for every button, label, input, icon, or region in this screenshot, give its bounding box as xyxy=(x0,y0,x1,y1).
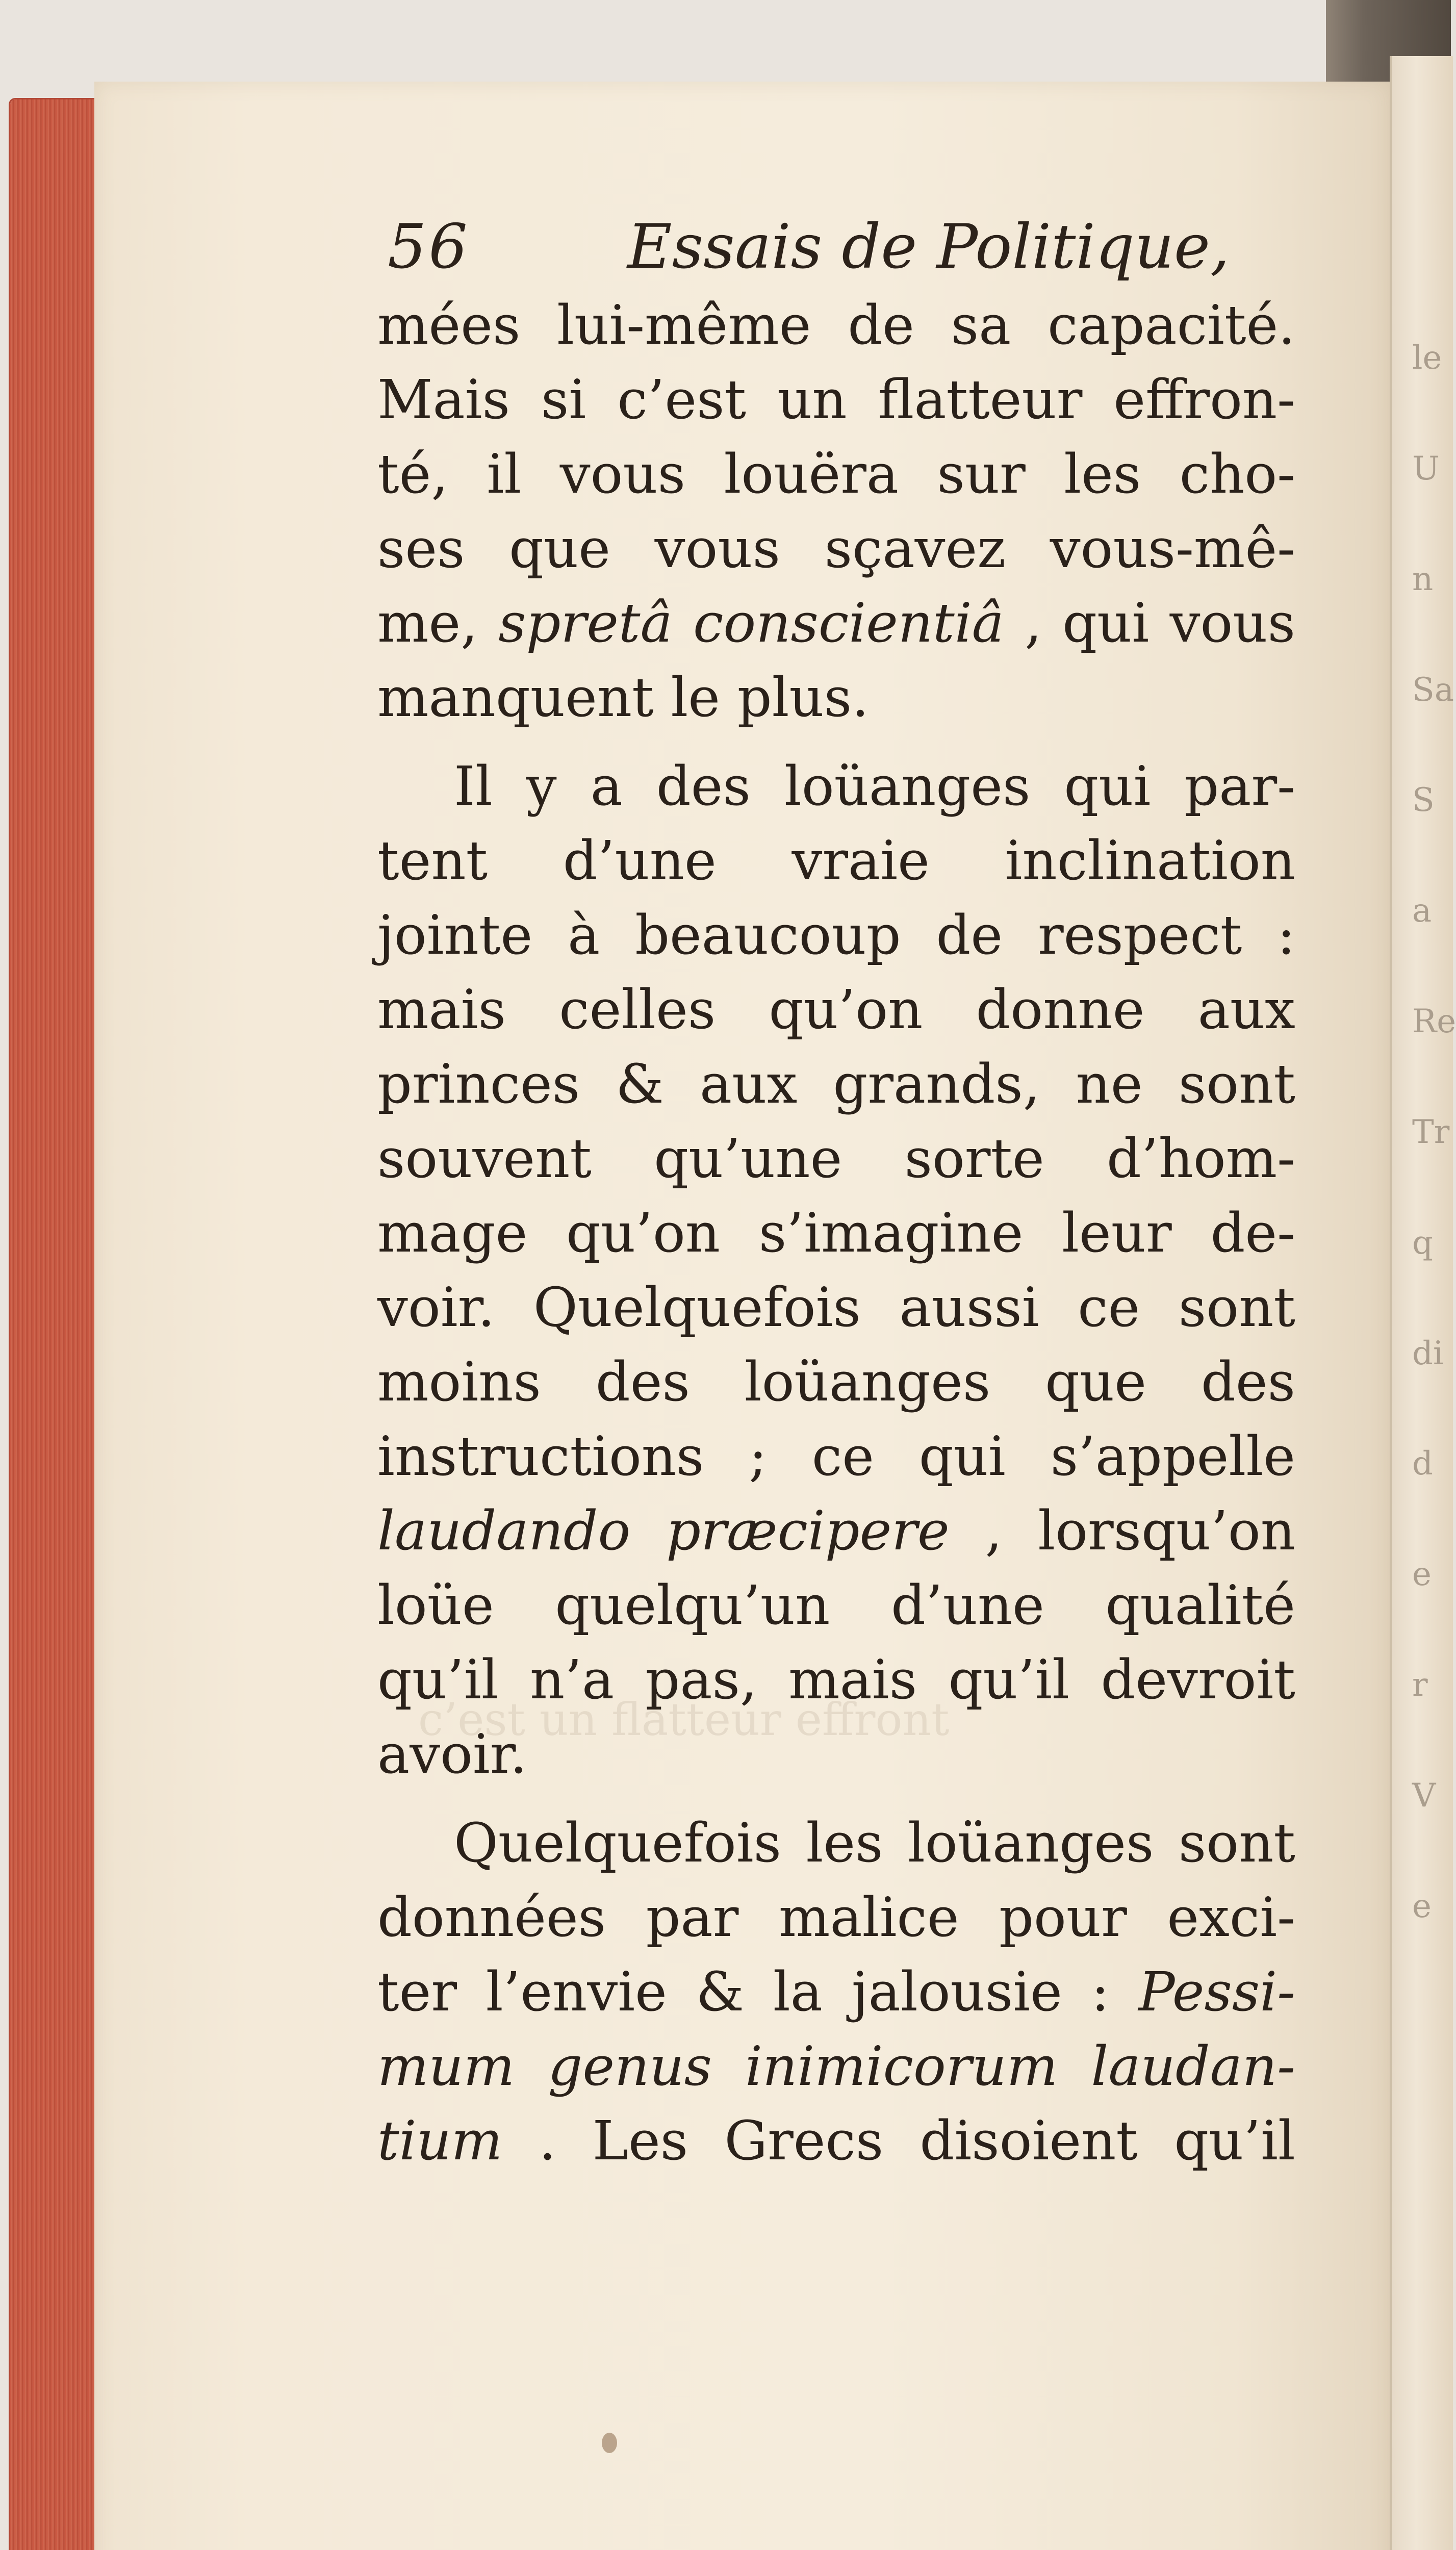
word: qu’on xyxy=(769,978,923,1041)
facing-page-letter: a xyxy=(1412,892,1432,930)
word: . xyxy=(539,2109,556,2172)
word: princes xyxy=(377,1053,580,1115)
word: sont xyxy=(1178,1276,1295,1339)
word: cho- xyxy=(1179,443,1295,505)
word: ; xyxy=(749,1425,768,1488)
word: si xyxy=(541,368,586,431)
text-line xyxy=(377,2029,1295,2104)
word: : xyxy=(1091,1960,1110,2023)
facing-page-letters xyxy=(1412,339,1456,1925)
word: inimicorum xyxy=(745,2035,1058,2098)
word: Mais xyxy=(377,368,510,431)
word: d’hom- xyxy=(1107,1127,1295,1190)
text-line xyxy=(377,1419,1295,1494)
word: par xyxy=(646,1886,739,1949)
facing-page-letter: U xyxy=(1412,449,1440,488)
word: Il xyxy=(454,755,493,818)
text-line xyxy=(377,1806,1295,1880)
ink-spot xyxy=(602,2433,617,2453)
word: præcipere xyxy=(666,1499,950,1562)
paragraph-gap xyxy=(377,735,1295,749)
paragraph-gap xyxy=(377,1792,1295,1806)
word: pas, xyxy=(645,1648,757,1711)
facing-page-letter: Sa xyxy=(1412,671,1454,709)
word: un xyxy=(777,368,847,431)
word: respect xyxy=(1037,904,1242,966)
facing-page-letter: n xyxy=(1412,560,1434,598)
word: n’a xyxy=(530,1648,615,1711)
word: devroit xyxy=(1101,1648,1295,1711)
word: moins xyxy=(377,1350,541,1413)
word: sa xyxy=(951,294,1011,356)
running-title: Essais de Politique, xyxy=(627,212,1230,283)
word: voir. xyxy=(377,1276,495,1339)
word: laudando xyxy=(377,1499,631,1562)
word: tium xyxy=(377,2109,503,2172)
text-line xyxy=(377,512,1295,586)
facing-page-letter: e xyxy=(1412,1887,1432,1925)
word: jalousie xyxy=(851,1960,1062,2023)
word: loüe xyxy=(377,1574,494,1637)
text-line xyxy=(377,1345,1295,1419)
word: vraie xyxy=(791,829,930,892)
word: & xyxy=(616,1053,664,1115)
word: lorsqu’on xyxy=(1038,1499,1295,1562)
text-line xyxy=(377,437,1295,512)
facing-page-letter: V xyxy=(1412,1776,1436,1815)
text-line xyxy=(377,1494,1295,1568)
word: mées xyxy=(377,294,521,356)
word: des xyxy=(656,755,751,818)
page-header xyxy=(388,212,1265,288)
word: pour xyxy=(999,1886,1127,1949)
word: me, xyxy=(377,592,478,654)
word: vous xyxy=(654,517,781,580)
word: grands, xyxy=(833,1053,1040,1115)
text-line xyxy=(377,824,1295,898)
show-through-text: c’est un flatteur effront xyxy=(418,1693,950,1746)
word: effron- xyxy=(1113,368,1295,431)
word: qualité xyxy=(1105,1574,1295,1637)
word: tent xyxy=(377,829,488,892)
word: d’une xyxy=(563,829,717,892)
word: vous xyxy=(1169,592,1295,654)
text-line xyxy=(377,1121,1295,1196)
word: que xyxy=(1045,1350,1147,1413)
word: genus xyxy=(548,2035,712,2098)
word: qu’il xyxy=(377,1648,499,1711)
word: , xyxy=(1025,592,1042,654)
word: le xyxy=(671,666,737,729)
word: il xyxy=(487,443,522,505)
word: conscientiâ xyxy=(693,592,1004,654)
word: té, xyxy=(377,443,449,505)
word: mais xyxy=(788,1648,917,1711)
word: à xyxy=(568,904,600,966)
word: mage xyxy=(377,1202,528,1264)
word: , xyxy=(985,1499,1003,1562)
word: Les xyxy=(592,2109,688,2172)
word: plus. xyxy=(737,666,869,729)
text-line xyxy=(377,1717,1295,1792)
word: instructions xyxy=(377,1425,704,1488)
word: Pessi- xyxy=(1138,1960,1295,2023)
word: louëra xyxy=(724,443,899,505)
word: flatteur xyxy=(878,368,1083,431)
text-line xyxy=(377,1955,1295,2029)
word: disoient xyxy=(919,2109,1138,2172)
word: spretâ xyxy=(498,592,673,654)
word: souvent xyxy=(377,1127,592,1190)
text-line xyxy=(377,363,1295,437)
word: sur xyxy=(937,443,1026,505)
facing-page-letter: Tr xyxy=(1412,1113,1450,1151)
word: qu’une xyxy=(654,1127,842,1190)
word: les xyxy=(1064,443,1141,505)
word: s’appelle xyxy=(1050,1425,1295,1488)
text-line xyxy=(377,898,1295,973)
facing-page-letter: di xyxy=(1412,1334,1444,1372)
text-line xyxy=(377,1643,1295,1717)
red-page-edges xyxy=(10,99,97,2550)
word: les xyxy=(806,1812,883,1874)
word: ce xyxy=(1078,1276,1140,1339)
facing-page-letter: le xyxy=(1412,339,1442,377)
word: sont xyxy=(1178,1812,1295,1874)
word: d’une xyxy=(891,1574,1044,1637)
word: loüanges xyxy=(744,1350,991,1413)
word: celles xyxy=(559,978,716,1041)
word: des xyxy=(1201,1350,1295,1413)
body-text xyxy=(377,288,1295,2178)
word: malice xyxy=(778,1886,959,1949)
word: ne xyxy=(1076,1053,1143,1115)
word: Quelquefois xyxy=(533,1276,861,1339)
word: de xyxy=(936,904,1003,966)
facing-page-letter: d xyxy=(1412,1445,1433,1483)
word: sçavez xyxy=(824,517,1006,580)
facing-page-letter: Re xyxy=(1412,1003,1456,1041)
word: exci- xyxy=(1167,1886,1295,1949)
word: aux xyxy=(700,1053,798,1115)
word: leur xyxy=(1062,1202,1172,1264)
text-line xyxy=(377,288,1295,363)
word: que xyxy=(509,517,611,580)
word: mum xyxy=(377,2035,515,2098)
word: loüanges xyxy=(907,1812,1154,1874)
text-line xyxy=(377,1568,1295,1643)
text-line xyxy=(377,586,1295,660)
word: aux xyxy=(1197,978,1295,1041)
word: qui xyxy=(918,1425,1006,1488)
word: sont xyxy=(1178,1053,1295,1115)
word: Grecs xyxy=(724,2109,884,2172)
word: données xyxy=(377,1886,606,1949)
word: inclination xyxy=(1005,829,1295,892)
page-number: 56 xyxy=(388,212,470,283)
word: lui-même xyxy=(557,294,811,356)
text-line xyxy=(377,2104,1295,2178)
text-line xyxy=(377,1880,1295,1955)
word: ter xyxy=(377,1960,457,2023)
word: a xyxy=(590,755,623,818)
word: s’imagine xyxy=(758,1202,1024,1264)
word: y xyxy=(526,755,557,818)
word: quelqu’un xyxy=(555,1574,830,1637)
word: : xyxy=(1277,904,1295,966)
word: ses xyxy=(377,517,465,580)
word: sorte xyxy=(904,1127,1044,1190)
word: l’envie xyxy=(486,1960,667,2023)
word: des xyxy=(595,1350,690,1413)
word: donne xyxy=(976,978,1145,1041)
facing-page-letter: S xyxy=(1412,781,1435,820)
word: qu’on xyxy=(566,1202,721,1264)
word: capacité. xyxy=(1048,294,1295,356)
word: laudan- xyxy=(1091,2035,1295,2098)
word: de- xyxy=(1210,1202,1295,1264)
word: jointe xyxy=(377,904,533,966)
word: avoir. xyxy=(377,1723,527,1786)
word: vous xyxy=(559,443,686,505)
word: ce xyxy=(811,1425,874,1488)
text-line xyxy=(377,1270,1295,1345)
word: vous-mê- xyxy=(1050,517,1295,580)
word: Quelquefois xyxy=(454,1812,782,1874)
word: beaucoup xyxy=(635,904,901,966)
word: de xyxy=(848,294,914,356)
word: qui xyxy=(1064,755,1151,818)
word: c’est xyxy=(617,368,747,431)
text-line xyxy=(377,1196,1295,1270)
word: loüanges xyxy=(784,755,1031,818)
word: mais xyxy=(377,978,506,1041)
text-line xyxy=(377,973,1295,1047)
word: aussi xyxy=(899,1276,1039,1339)
facing-page-edge xyxy=(1390,56,1456,2550)
word: & xyxy=(696,1960,745,2023)
facing-page-letter: e xyxy=(1412,1556,1432,1594)
word: qui xyxy=(1062,592,1150,654)
text-line xyxy=(377,749,1295,824)
word: qu’il xyxy=(1174,2109,1295,2172)
text-line xyxy=(377,1047,1295,1121)
word: qu’il xyxy=(948,1648,1070,1711)
facing-page-letter: q xyxy=(1412,1223,1433,1262)
word: manquent xyxy=(377,666,671,729)
word: par- xyxy=(1184,755,1295,818)
word: la xyxy=(773,1960,823,2023)
text-line xyxy=(377,660,1295,735)
facing-page-letter: r xyxy=(1412,1666,1428,1704)
